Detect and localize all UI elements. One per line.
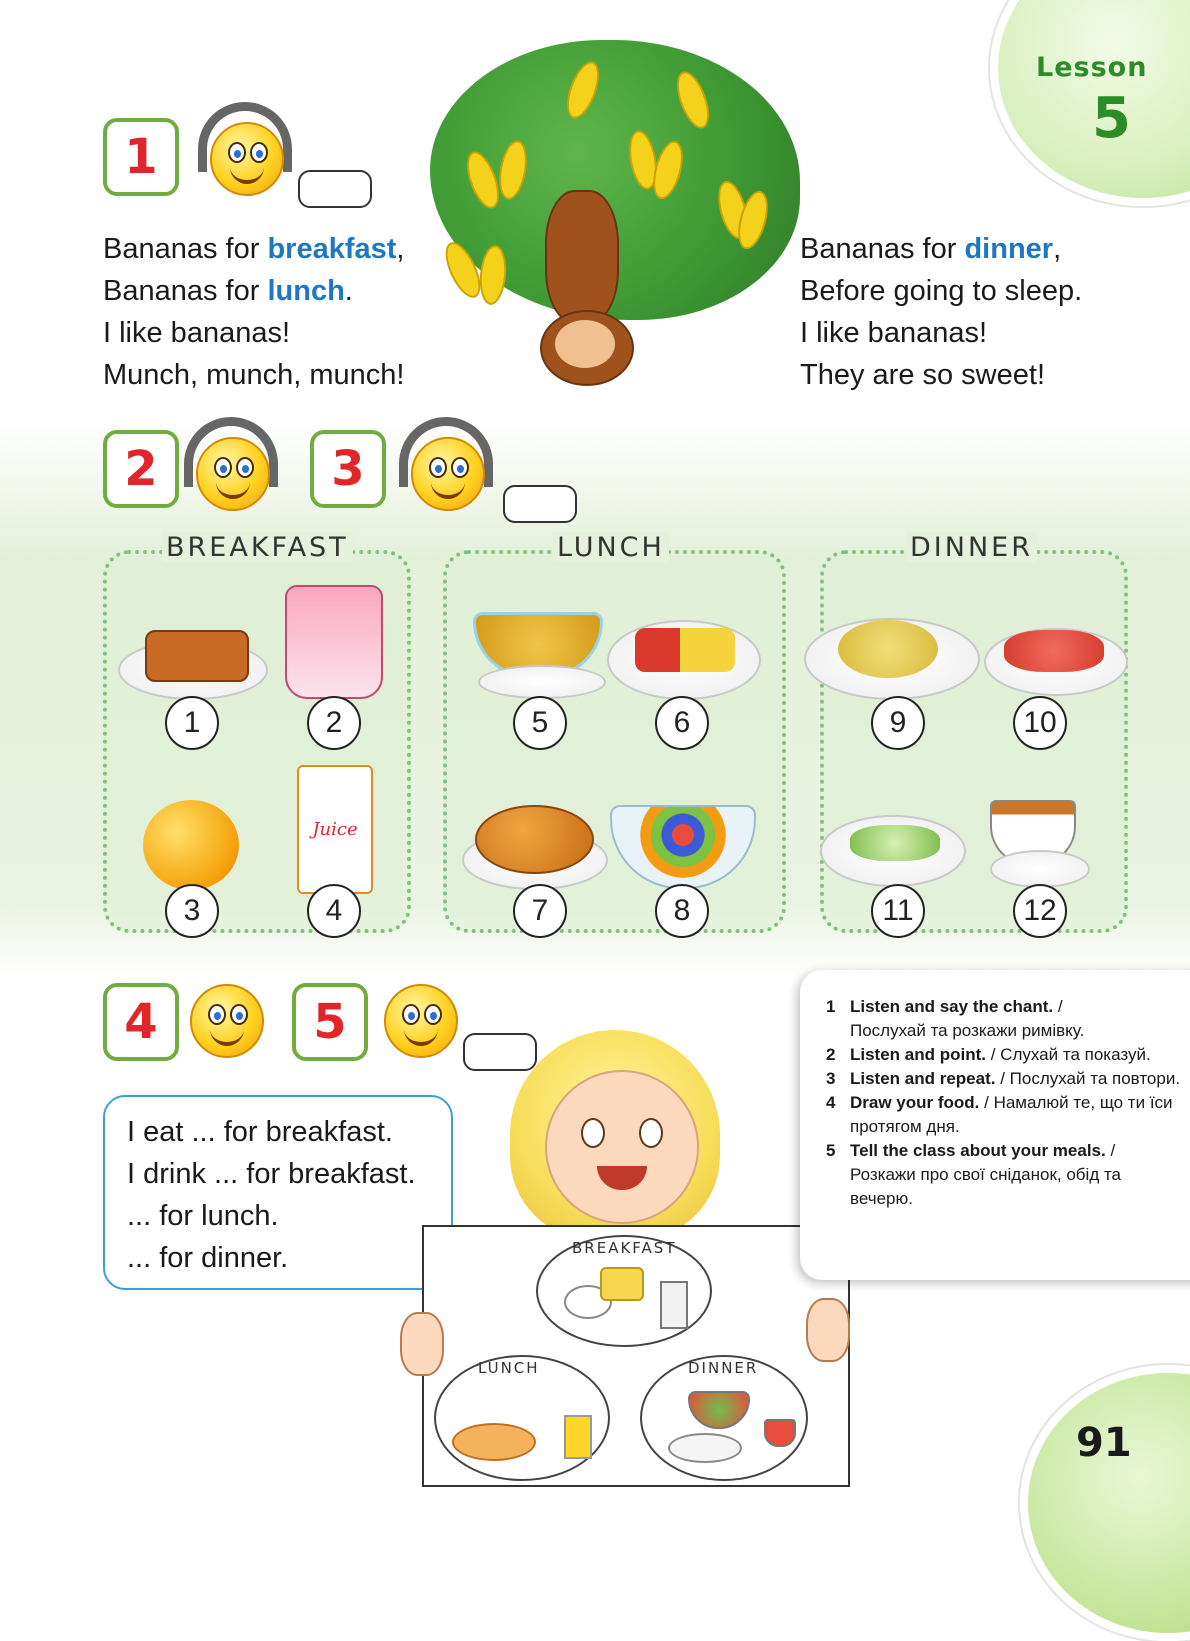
- speech-bubble: [103, 1095, 453, 1290]
- speech-bubble-icon: [503, 485, 577, 523]
- roast-chicken-image: [475, 805, 594, 874]
- item-number: 11: [871, 884, 925, 938]
- cucumbers-image: [850, 825, 940, 861]
- item-number: 4: [307, 884, 361, 938]
- speech-bubble-icon: [298, 170, 372, 208]
- exercise-number-5: 5: [292, 983, 368, 1061]
- item-number: 10: [1013, 696, 1067, 750]
- instruction-item: 2 Listen and point. / Слухай та показуй.: [826, 1045, 1151, 1064]
- page-number: 91: [1076, 1420, 1132, 1466]
- monkey-banana-tree-illustration: [430, 30, 810, 400]
- exercise-number-3: 3: [310, 430, 386, 508]
- talking-smiley-icon: [378, 980, 468, 1070]
- chant-line: I like bananas!: [800, 317, 988, 349]
- speech-line: I eat ... for breakfast.: [127, 1116, 393, 1148]
- chant-line: Bananas for dinner,: [800, 233, 1062, 265]
- item-number: 12: [1013, 884, 1067, 938]
- meals-poster: [422, 1225, 850, 1487]
- lunch-title: LUNCH: [553, 532, 669, 563]
- chant-line: I like bananas!: [103, 317, 291, 349]
- girl-right-hand-image: [806, 1298, 850, 1362]
- chant-line: Bananas for breakfast,: [103, 233, 405, 265]
- instructions-list: [826, 995, 1186, 1211]
- orange-image: [143, 800, 239, 890]
- sandwich-image: [635, 628, 735, 672]
- lesson-label: Lesson: [1036, 52, 1148, 83]
- chant-left: [103, 228, 433, 396]
- drawing-smiley-icon: [180, 980, 270, 1070]
- item-number: 3: [165, 884, 219, 938]
- chant-line: Munch, munch, munch!: [103, 359, 405, 391]
- speech-line: ... for dinner.: [127, 1242, 289, 1274]
- listening-smiley-icon: [190, 100, 300, 200]
- girl-face-image: [545, 1070, 699, 1224]
- potatoes-image: [838, 620, 938, 678]
- item-number: 6: [655, 696, 709, 750]
- chant-line: Before going to sleep.: [800, 275, 1083, 307]
- item-number: 1: [165, 696, 219, 750]
- instruction-item: 3 Listen and repeat. / Послухай та повтори.: [826, 1069, 1181, 1088]
- speech-line: I drink ... for breakfast.: [127, 1158, 416, 1190]
- speech-bubble-icon: [463, 1033, 537, 1071]
- chant-line: They are so sweet!: [800, 359, 1045, 391]
- item-number: 9: [871, 696, 925, 750]
- listen-point-smiley-icon: [180, 415, 290, 525]
- item-number: 8: [655, 884, 709, 938]
- speech-line: ... for lunch.: [127, 1200, 279, 1232]
- poster-dinner-label: DINNER: [688, 1359, 759, 1377]
- item-number: 5: [513, 696, 567, 750]
- breakfast-title: BREAKFAST: [162, 532, 353, 563]
- exercise-number-1: 1: [103, 118, 179, 196]
- item-number: 7: [513, 884, 567, 938]
- instruction-item: 5 Tell the class about your meals. / Розкажи про свої сніданок, обід та вечерю.: [826, 1141, 1122, 1208]
- instruction-item: 1 Listen and say the chant. / Послухай та розкажи римівку.: [826, 997, 1085, 1040]
- lesson-number: 5: [1092, 86, 1131, 151]
- listen-repeat-smiley-icon: [395, 415, 505, 515]
- soup-plate-image: [478, 665, 606, 699]
- dinner-title: DINNER: [906, 532, 1037, 563]
- chant-right: [800, 228, 1120, 396]
- lesson-badge: [990, 0, 1190, 206]
- poster-lunch-label: LUNCH: [478, 1359, 540, 1377]
- girl-left-hand-image: [400, 1312, 444, 1376]
- item-number: 2: [307, 696, 361, 750]
- page-number-badge: [1020, 1365, 1190, 1641]
- juice-label: Juice: [312, 819, 358, 840]
- chant-line: Bananas for lunch.: [103, 275, 353, 307]
- poster-breakfast-label: BREAKFAST: [572, 1239, 677, 1257]
- toast-image: [145, 630, 249, 682]
- juice-carton-image: [297, 765, 373, 894]
- exercise-number-4: 4: [103, 983, 179, 1061]
- tomatoes-image: [1004, 630, 1104, 672]
- exercise-number-2: 2: [103, 430, 179, 508]
- saucer-image: [990, 850, 1090, 888]
- instruction-item: 4 Draw your food. / Намалюй те, що ти їси протягом дня.: [826, 1093, 1173, 1136]
- yogurt-image: [285, 585, 383, 699]
